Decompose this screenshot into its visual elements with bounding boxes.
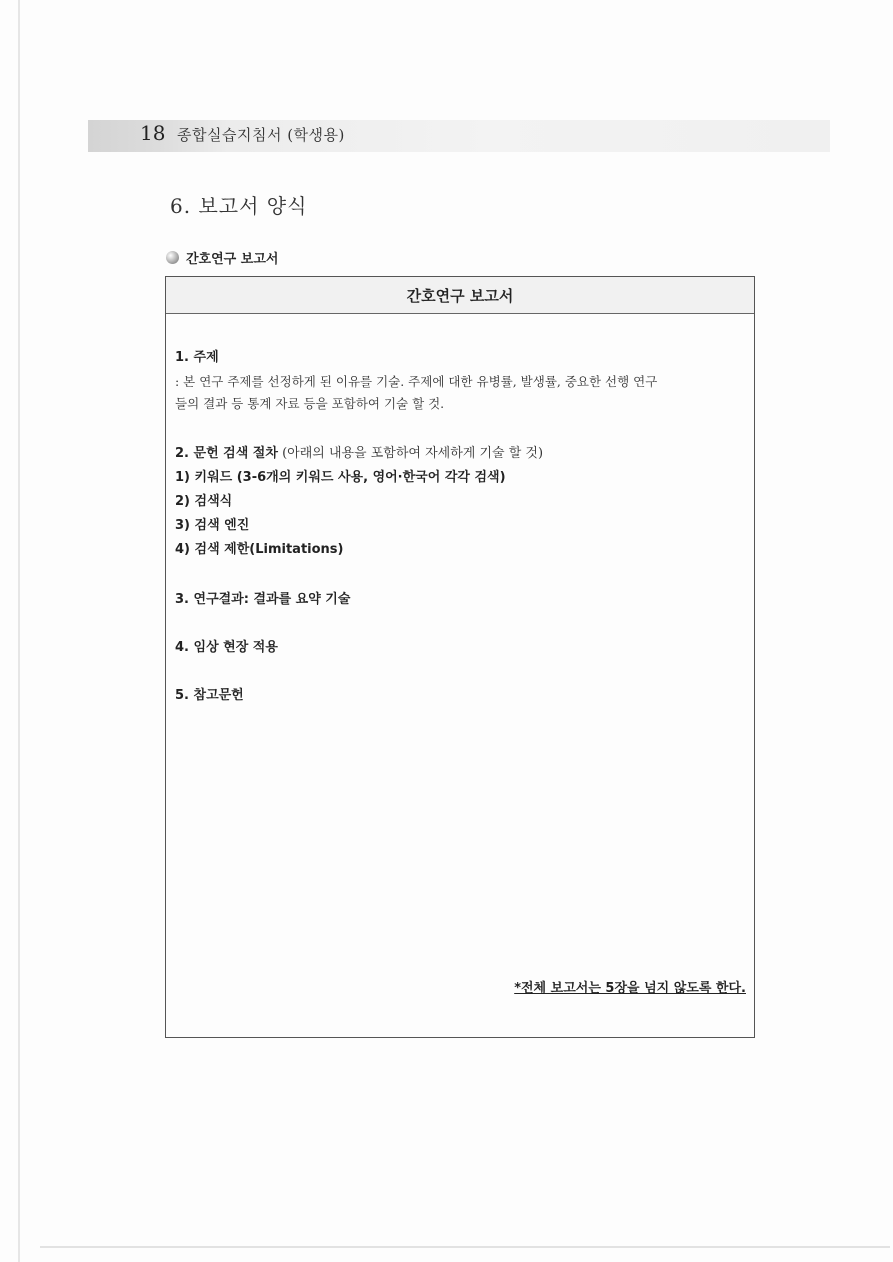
page-limit-footnote: *전체 보고서는 5장을 넘지 않도록 한다. [514, 981, 746, 996]
item-2-row [175, 445, 543, 463]
item-2-title: 2. 문헌 검색 절차 [175, 446, 278, 461]
item-1-description-line-2: 들의 결과 등 통계 자료 등을 포함하여 기술 할 것. [175, 396, 445, 411]
item-2-sub-1: 1) 키워드 (3-6개의 키워드 사용, 영어·한국어 각각 검색) [175, 470, 506, 485]
report-box-header [166, 277, 754, 314]
page-number: 18 [140, 121, 166, 145]
item-2-sub-3: 3) 검색 엔진 [175, 518, 250, 533]
page-bottom-edge [40, 1246, 890, 1248]
sphere-bullet-icon [166, 251, 179, 264]
subsection-label: 간호연구 보고서 [186, 251, 279, 267]
section-heading: 6. 보고서 양식 [170, 194, 308, 218]
item-4-title: 4. 임상 현장 적용 [175, 640, 278, 655]
report-template-box [165, 276, 755, 1038]
subsection-label-row [166, 246, 278, 268]
item-2-sub-4: 4) 검색 제한(Limitations) [175, 542, 344, 557]
item-2-note: (아래의 내용을 포함하여 자세하게 기술 할 것) [282, 446, 544, 461]
item-2-sub-2: 2) 검색식 [175, 494, 233, 509]
report-box-title: 간호연구 보고서 [406, 286, 514, 305]
running-title: 종합실습지침서 (학생용) [177, 126, 345, 144]
page-left-edge [18, 0, 20, 1262]
item-3-title: 3. 연구결과: 결과를 요약 기술 [175, 592, 351, 607]
item-1-title: 1. 주제 [175, 350, 219, 365]
item-5-title: 5. 참고문헌 [175, 688, 244, 703]
item-1-description-line-1: : 본 연구 주제를 선정하게 된 이유를 기술. 주제에 대한 유병률, 발생률, 중요한 선행 연구 [175, 374, 658, 389]
